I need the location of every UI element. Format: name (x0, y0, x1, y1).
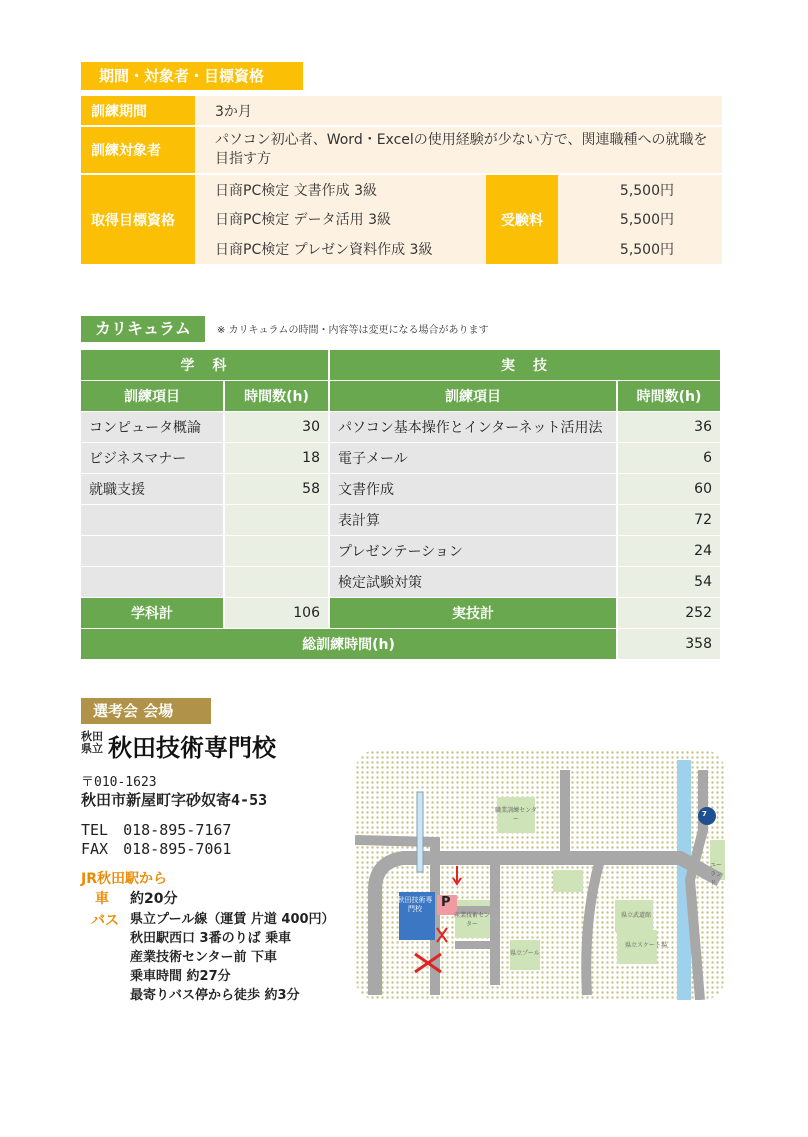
empty-cell (81, 536, 225, 567)
school-prefix (81, 731, 103, 755)
access-map (355, 750, 725, 1000)
section-heading-period: 期間・対象者・目標資格 (81, 62, 303, 90)
table-row (81, 474, 722, 505)
bus-line: 県立プール線（運賃 片道 400円） (130, 912, 335, 927)
bus-details (130, 910, 335, 1005)
curriculum-heading: カリキュラム (81, 316, 205, 342)
practice-total-label: 実技計 (330, 598, 618, 629)
car-label: 車 (95, 891, 109, 907)
qualification-item: 日商PC検定 データ活用 3級 (195, 204, 486, 234)
bus-line: 秋田駅西口 3番のりば 乗車 (130, 931, 292, 946)
fee-value: 5,500円 (558, 174, 722, 204)
col-item-header: 訓練項目 (81, 381, 225, 412)
theory-total-value: 106 (225, 598, 330, 629)
grand-total-value: 358 (618, 629, 722, 660)
empty-cell (225, 536, 330, 567)
target-value: パソコン初心者、Word・Excelの使用経験が少ない方で、関連職種への就職を目指す方 (195, 126, 722, 174)
curriculum-table (81, 350, 722, 660)
table-row (81, 536, 722, 567)
map-label: 県立武道館 (621, 912, 652, 919)
empty-cell (81, 567, 225, 598)
period-label: 訓練期間 (81, 96, 195, 126)
practice-total-value: 252 (618, 598, 722, 629)
fee-label: 受験料 (486, 174, 558, 264)
theory-hours: 18 (225, 443, 330, 474)
period-value: 3か月 (195, 96, 722, 126)
empty-cell (225, 505, 330, 536)
bus-line: 最寄りバス停から徒歩 約3分 (130, 988, 300, 1003)
fee-value: 5,500円 (558, 234, 722, 264)
table-row (81, 443, 722, 474)
practice-item: 電子メール (330, 443, 618, 474)
theory-hours: 58 (225, 474, 330, 505)
empty-cell (81, 505, 225, 536)
subtotal-row (81, 598, 722, 629)
theory-item: ビジネスマナー (81, 443, 225, 474)
practice-hours: 36 (618, 412, 722, 443)
theory-hours: 30 (225, 412, 330, 443)
practice-hours: 54 (618, 567, 722, 598)
map-label: 県立プール (510, 950, 540, 957)
prefix-top: 秋田 (81, 730, 103, 743)
col-hours-header: 時間数(h) (618, 381, 722, 412)
qualification-item: 日商PC検定 プレゼン資料作成 3級 (195, 234, 486, 264)
prefix-bottom: 県立 (81, 742, 103, 755)
route-number: 7 (702, 810, 707, 818)
bus-line: 乗車時間 約27分 (130, 969, 231, 984)
col-hours-header: 時間数(h) (225, 381, 330, 412)
car-text: 約20分 (130, 891, 178, 907)
bus-line: 産業技術センター前 下車 (130, 950, 278, 965)
bus-label: バス (91, 913, 119, 929)
qualification-label: 取得目標資格 (81, 174, 195, 264)
practice-hours: 24 (618, 536, 722, 567)
grand-total-row (81, 629, 722, 660)
practice-item: プレゼンテーション (330, 536, 618, 567)
school-name: 秋田技術専門校 (108, 734, 276, 762)
grand-total-label: 総訓練時間(h) (81, 629, 618, 660)
theory-group-header: 学 科 (81, 350, 330, 381)
parking-icon: P (441, 895, 451, 910)
practice-item: 検定試験対策 (330, 567, 618, 598)
practice-item: 表計算 (330, 505, 618, 536)
theory-item: コンピュータ概論 (81, 412, 225, 443)
address: 秋田市新屋町字砂奴寄4-53 (81, 791, 268, 809)
fee-value: 5,500円 (558, 204, 722, 234)
venue-heading: 選考会 会場 (81, 698, 211, 724)
theory-total-label: 学科計 (81, 598, 225, 629)
curriculum-note: ※ カリキュラムの時間・内容等は変更になる場合があります (217, 325, 489, 336)
info-table (81, 96, 722, 264)
practice-group-header: 実 技 (330, 350, 722, 381)
tel: TEL 018-895-7167 (81, 821, 232, 839)
map-label: ユーランド (710, 862, 723, 887)
qualification-item: 日商PC検定 文書作成 3級 (195, 174, 486, 204)
practice-hours: 60 (618, 474, 722, 505)
postal-code: 〒010-1623 (81, 775, 157, 790)
practice-hours: 72 (618, 505, 722, 536)
map-label: 産業技術センター (453, 912, 490, 928)
col-item-header: 訓練項目 (330, 381, 618, 412)
practice-hours: 6 (618, 443, 722, 474)
target-label: 訓練対象者 (81, 126, 195, 174)
table-row (81, 505, 722, 536)
map-label: 職業訓練センター (495, 807, 537, 823)
map-label: 県立スケート場 (625, 942, 668, 949)
practice-item: パソコン基本操作とインターネット活用法 (330, 412, 618, 443)
theory-item: 就職支援 (81, 474, 225, 505)
table-row (81, 412, 722, 443)
fax: FAX 018-895-7061 (81, 840, 232, 858)
table-row (81, 567, 722, 598)
map-graphic (355, 750, 725, 1000)
practice-item: 文書作成 (330, 474, 618, 505)
map-school-label: 秋田技術専門校 (397, 896, 433, 913)
empty-cell (225, 567, 330, 598)
access-heading: JR秋田駅から (81, 871, 167, 887)
